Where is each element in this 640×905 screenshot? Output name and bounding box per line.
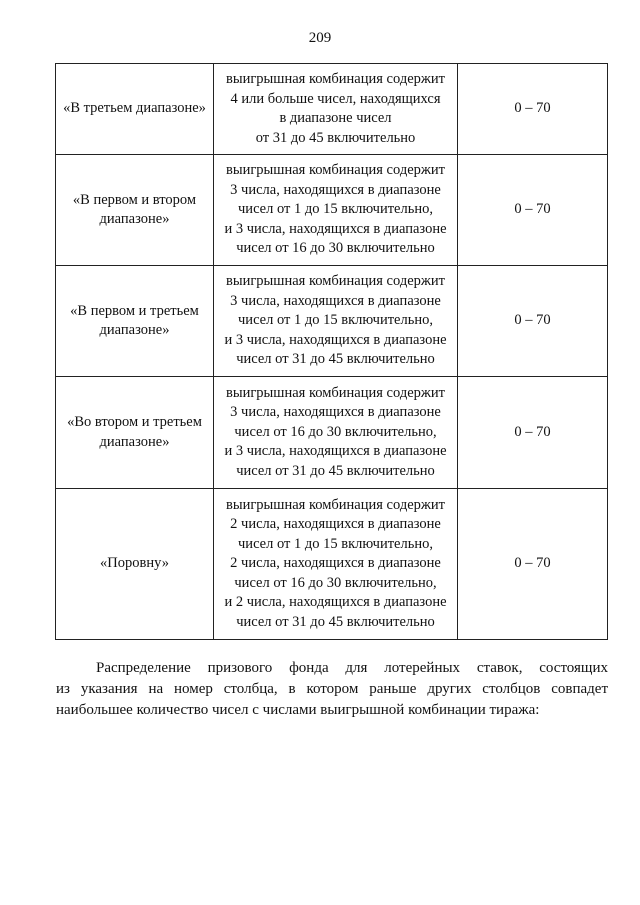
condition-cell	[214, 377, 458, 489]
condition-line: 3 числа, находящихся в диапазоне	[230, 292, 441, 309]
value-cell	[458, 489, 608, 640]
condition-line: в диапазоне чисел	[279, 110, 392, 126]
page-number: 209	[308, 30, 332, 46]
condition-line: 4 или больше чисел, находящихся	[230, 90, 441, 107]
bet-type-label: «Поровну»	[100, 555, 169, 572]
bet-type-cell	[56, 266, 214, 377]
condition-line: и 3 числа, находящихся в диапазоне	[224, 331, 447, 348]
value-text: 0 – 70	[514, 100, 551, 117]
bet-type-label: «В третьем диапазоне»	[63, 100, 206, 117]
condition-line: выигрышная комбинация содержит	[226, 71, 445, 87]
value-cell	[458, 155, 608, 266]
condition-line: чисел от 31 до 45 включительно	[236, 613, 435, 630]
condition-line: 2 числа, находящихся в диапазоне	[230, 516, 441, 533]
condition-line: чисел от 16 до 30 включительно,	[234, 574, 437, 591]
value-text: 0 – 70	[514, 312, 551, 329]
condition-line: чисел от 16 до 30 включительно,	[234, 423, 437, 440]
paragraph-line: из указания на номер столбца, в котором раньше других столбцов совпадет	[56, 681, 608, 697]
bet-type-label-line: диапазоне»	[99, 211, 170, 227]
table-row	[56, 489, 608, 640]
condition-line: выигрышная комбинация содержит	[226, 162, 445, 179]
condition-line: чисел от 1 до 15 включительно,	[238, 201, 433, 218]
condition-line: и 3 числа, находящихся в диапазоне	[224, 220, 447, 237]
value-cell	[458, 64, 608, 155]
table-row	[56, 155, 608, 266]
condition-cell	[214, 155, 458, 266]
bet-type-label-line: «Во втором и третьем	[67, 414, 202, 430]
table-row	[56, 377, 608, 489]
paragraph-line: наибольшее количество чисел с числами выигрышной комбинации тиража:	[56, 702, 540, 718]
value-text: 0 – 70	[514, 201, 551, 218]
bet-type-label-line: «В первом и втором	[72, 191, 197, 208]
paragraph-line: Распределение призового фонда для лотерейных ставок, состоящих	[96, 660, 608, 676]
condition-line: чисел от 31 до 45 включительно	[236, 462, 435, 479]
bet-type-cell	[56, 377, 214, 489]
condition-line: и 3 числа, находящихся в диапазоне	[224, 443, 447, 460]
value-text: 0 – 70	[514, 555, 551, 572]
condition-line: выигрышная комбинация содержит	[226, 273, 445, 290]
condition-line: 3 числа, находящихся в диапазоне	[230, 181, 441, 198]
condition-line: 3 числа, находящихся в диапазоне	[230, 404, 441, 421]
condition-line: от 31 до 45 включительно	[255, 129, 416, 146]
condition-line: чисел от 16 до 30 включительно	[236, 240, 435, 257]
prize-distribution-table	[55, 63, 608, 640]
bet-type-cell	[56, 155, 214, 266]
bet-type-label-line: «В первом и третьем	[70, 302, 199, 319]
condition-line: выигрышная комбинация содержит	[226, 496, 445, 513]
condition-line: 2 числа, находящихся в диапазоне	[230, 555, 441, 572]
bet-type-cell	[56, 489, 214, 640]
prize-fund-paragraph	[56, 658, 608, 721]
value-cell	[458, 377, 608, 489]
value-cell	[458, 266, 608, 377]
bet-type-label-line: диапазоне»	[99, 433, 170, 450]
table-row	[56, 64, 608, 155]
condition-cell	[214, 64, 458, 155]
condition-line: чисел от 31 до 45 включительно	[236, 351, 435, 368]
condition-line: чисел от 1 до 15 включительно,	[238, 312, 433, 329]
condition-cell	[214, 266, 458, 377]
condition-line: чисел от 1 до 15 включительно,	[238, 535, 433, 552]
condition-line: выигрышная комбинация содержит	[226, 384, 445, 401]
bet-type-cell	[56, 64, 214, 155]
bet-type-label-line: диапазоне»	[99, 322, 170, 338]
value-text: 0 – 70	[514, 423, 551, 440]
condition-cell	[214, 489, 458, 640]
table-row	[56, 266, 608, 377]
condition-line: и 2 числа, находящихся в диапазоне	[224, 594, 447, 611]
